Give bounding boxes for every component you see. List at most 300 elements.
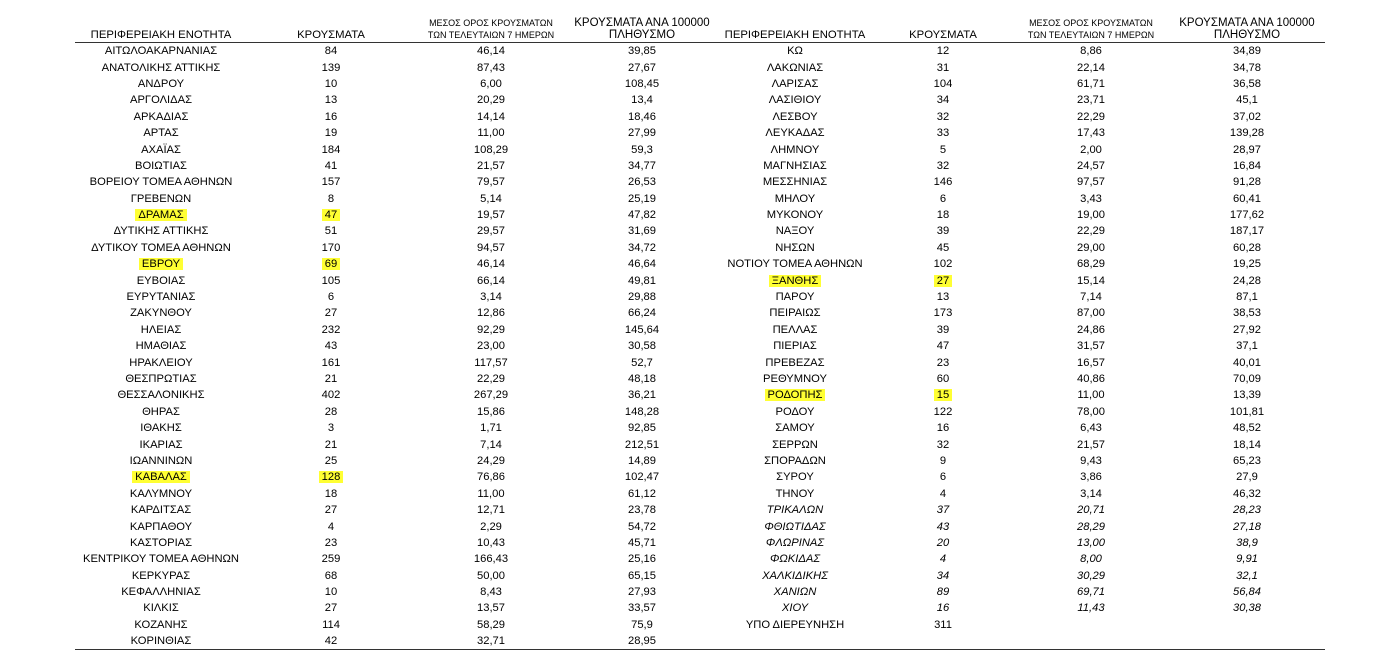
table-row bbox=[75, 354, 1325, 370]
left-cases-cell bbox=[247, 43, 415, 60]
left-avg-value: 29,57 bbox=[477, 225, 505, 238]
left-avg-cell bbox=[415, 125, 567, 141]
table-row bbox=[75, 600, 1325, 616]
right-avg-cell bbox=[1013, 469, 1169, 485]
left-avg-value: 24,29 bbox=[477, 454, 505, 467]
left-avg-cell bbox=[415, 305, 567, 321]
right-region-value: ΣΑΜΟΥ bbox=[775, 422, 815, 435]
header-rate-left: ΚΡΟΥΣΜΑΤΑ ΑΝΑ 100000 ΠΛΗΘΥΣΜΟ bbox=[567, 8, 717, 43]
left-cases-value: 3 bbox=[327, 422, 335, 435]
right-avg-value: 15,14 bbox=[1077, 274, 1105, 287]
left-cases-cell bbox=[247, 207, 415, 223]
left-avg-cell bbox=[415, 420, 567, 436]
left-avg-cell bbox=[415, 502, 567, 518]
right-rate-cell bbox=[1169, 174, 1325, 190]
right-region-cell bbox=[717, 174, 873, 190]
left-rate-cell bbox=[567, 354, 717, 370]
right-cases-value: 33 bbox=[936, 127, 950, 140]
right-region-value: ΜΗΛΟΥ bbox=[774, 192, 816, 205]
left-avg-value: 19,57 bbox=[477, 209, 505, 222]
table-body bbox=[75, 43, 1325, 650]
left-cases-value: 51 bbox=[324, 225, 338, 238]
right-region-cell bbox=[717, 502, 873, 518]
left-avg-cell bbox=[415, 617, 567, 633]
right-cases-cell bbox=[873, 109, 1013, 125]
left-rate-cell bbox=[567, 322, 717, 338]
left-region-cell bbox=[75, 76, 247, 92]
right-region-cell bbox=[717, 584, 873, 600]
left-region-cell bbox=[75, 535, 247, 551]
right-region-cell bbox=[717, 158, 873, 174]
left-rate-cell bbox=[567, 174, 717, 190]
left-cases-cell bbox=[247, 436, 415, 452]
table-row bbox=[75, 272, 1325, 288]
left-rate-value: 48,18 bbox=[628, 373, 656, 385]
right-rate-value: 46,32 bbox=[1233, 487, 1261, 500]
left-avg-cell bbox=[415, 92, 567, 108]
left-region-cell bbox=[75, 141, 247, 157]
left-rate-value: 45,71 bbox=[628, 536, 656, 549]
right-avg-cell bbox=[1013, 617, 1169, 633]
right-rate-value: 34,89 bbox=[1233, 45, 1261, 58]
left-region-cell bbox=[75, 469, 247, 485]
left-region-value: ΒΟΙΩΤΙΑΣ bbox=[135, 159, 187, 172]
left-rate-cell bbox=[567, 469, 717, 485]
left-region-cell bbox=[75, 92, 247, 108]
right-cases-cell bbox=[873, 289, 1013, 305]
table-row bbox=[75, 453, 1325, 469]
right-avg-value: 19,00 bbox=[1077, 209, 1105, 222]
left-cases-cell bbox=[247, 174, 415, 190]
left-rate-value: 13,4 bbox=[631, 94, 653, 107]
left-rate-value: 30,58 bbox=[628, 340, 656, 353]
left-cases-cell bbox=[247, 158, 415, 174]
header-cases-right: ΚΡΟΥΣΜΑΤΑ bbox=[873, 8, 1013, 43]
left-avg-cell bbox=[415, 338, 567, 354]
left-cases-cell bbox=[247, 223, 415, 239]
left-rate-value: 31,69 bbox=[628, 225, 656, 238]
left-rate-value: 148,28 bbox=[624, 405, 660, 418]
left-region-value: ΚΑΛΥΜΝΟΥ bbox=[129, 487, 193, 500]
table-row bbox=[75, 420, 1325, 436]
right-cases-value: 4 bbox=[939, 487, 947, 500]
table-row bbox=[75, 43, 1325, 60]
left-region-value: ΚΟΖΑΝΗΣ bbox=[134, 618, 188, 631]
right-rate-value: 70,09 bbox=[1233, 373, 1261, 385]
right-avg-value: 30,29 bbox=[1077, 569, 1105, 582]
right-region-cell bbox=[717, 568, 873, 584]
right-cases-cell bbox=[873, 354, 1013, 370]
right-cases-cell bbox=[873, 633, 1013, 650]
left-avg-cell bbox=[415, 256, 567, 272]
right-cases-value: 32 bbox=[936, 110, 950, 123]
right-cases-value: 27 bbox=[934, 275, 952, 287]
right-region-cell bbox=[717, 289, 873, 305]
left-rate-value: 61,12 bbox=[628, 487, 656, 500]
cases-table bbox=[75, 8, 1325, 650]
right-avg-value: 3,86 bbox=[1080, 471, 1102, 484]
left-rate-cell bbox=[567, 617, 717, 633]
right-rate-cell bbox=[1169, 469, 1325, 485]
left-region-value: ΚΑΡΠΑΘΟΥ bbox=[129, 520, 193, 533]
left-cases-cell bbox=[247, 272, 415, 288]
right-avg-cell bbox=[1013, 354, 1169, 370]
left-region-cell bbox=[75, 404, 247, 420]
right-rate-cell bbox=[1169, 43, 1325, 60]
left-avg-cell bbox=[415, 633, 567, 650]
right-rate-cell bbox=[1169, 436, 1325, 452]
table-row bbox=[75, 633, 1325, 650]
right-rate-value: 24,28 bbox=[1233, 274, 1261, 287]
right-region-value: ΠΕΛΛΑΣ bbox=[772, 323, 818, 336]
right-rate-value: 65,23 bbox=[1233, 454, 1261, 467]
right-region-cell bbox=[717, 633, 873, 650]
right-region-value: ΝΑΞΟΥ bbox=[775, 225, 815, 238]
right-region-cell bbox=[717, 43, 873, 60]
left-region-cell bbox=[75, 420, 247, 436]
right-cases-value: 60 bbox=[936, 373, 950, 385]
left-avg-value: 12,86 bbox=[477, 307, 505, 320]
left-rate-cell bbox=[567, 387, 717, 403]
right-avg-value: 78,00 bbox=[1077, 405, 1105, 418]
right-cases-cell bbox=[873, 568, 1013, 584]
right-region-value: ΠΙΕΡΙΑΣ bbox=[773, 340, 817, 353]
right-cases-cell bbox=[873, 43, 1013, 60]
right-avg-value: 11,00 bbox=[1077, 389, 1105, 402]
left-region-cell bbox=[75, 305, 247, 321]
right-rate-cell bbox=[1169, 568, 1325, 584]
right-cases-cell bbox=[873, 272, 1013, 288]
left-cases-cell bbox=[247, 633, 415, 650]
left-region-value: ΔΥΤΙΚΟΥ ΤΟΜΕΑ ΑΘΗΝΩΝ bbox=[91, 241, 231, 254]
left-avg-cell bbox=[415, 76, 567, 92]
right-cases-cell bbox=[873, 486, 1013, 502]
left-avg-value: 3,14 bbox=[480, 291, 502, 304]
left-rate-cell bbox=[567, 486, 717, 502]
right-cases-cell bbox=[873, 371, 1013, 387]
right-region-value: ΡΟΔΟΥ bbox=[775, 405, 815, 418]
left-avg-value: 15,86 bbox=[477, 405, 505, 418]
right-rate-cell bbox=[1169, 453, 1325, 469]
left-cases-value: 21 bbox=[324, 438, 338, 451]
left-cases-value: 10 bbox=[324, 77, 338, 90]
left-avg-value: 14,14 bbox=[477, 110, 505, 123]
left-rate-cell bbox=[567, 633, 717, 650]
left-avg-cell bbox=[415, 551, 567, 567]
right-region-value: ΠΡΕΒΕΖΑΣ bbox=[765, 356, 825, 369]
left-cases-cell bbox=[247, 387, 415, 403]
right-cases-value: 4 bbox=[939, 553, 947, 566]
right-cases-value: 146 bbox=[933, 176, 953, 189]
right-rate-cell bbox=[1169, 354, 1325, 370]
right-avg-cell bbox=[1013, 207, 1169, 223]
left-cases-cell bbox=[247, 486, 415, 502]
right-avg-cell bbox=[1013, 43, 1169, 60]
left-cases-cell bbox=[247, 469, 415, 485]
left-rate-value: 34,77 bbox=[628, 159, 656, 172]
right-cases-value: 34 bbox=[936, 94, 950, 107]
right-cases-cell bbox=[873, 92, 1013, 108]
table-row bbox=[75, 404, 1325, 420]
left-rate-cell bbox=[567, 436, 717, 452]
right-rate-value: 48,52 bbox=[1233, 422, 1261, 435]
left-cases-value: 69 bbox=[322, 258, 340, 270]
right-region-cell bbox=[717, 535, 873, 551]
left-region-value: ΑΡΚΑΔΙΑΣ bbox=[133, 110, 189, 123]
right-cases-cell bbox=[873, 600, 1013, 616]
right-region-cell bbox=[717, 600, 873, 616]
right-avg-cell bbox=[1013, 305, 1169, 321]
right-cases-cell bbox=[873, 584, 1013, 600]
right-avg-cell bbox=[1013, 371, 1169, 387]
right-region-cell bbox=[717, 141, 873, 157]
right-avg-value: 3,14 bbox=[1080, 487, 1102, 500]
right-avg-value: 40,86 bbox=[1077, 373, 1105, 385]
right-rate-value: 37,1 bbox=[1236, 340, 1258, 353]
left-region-value: ΚΑΡΔΙΤΣΑΣ bbox=[130, 504, 192, 517]
left-rate-cell bbox=[567, 305, 717, 321]
left-avg-cell bbox=[415, 223, 567, 239]
right-cases-cell bbox=[873, 551, 1013, 567]
left-region-cell bbox=[75, 633, 247, 650]
right-cases-cell bbox=[873, 125, 1013, 141]
right-rate-cell bbox=[1169, 322, 1325, 338]
left-region-cell bbox=[75, 59, 247, 75]
right-avg-cell bbox=[1013, 76, 1169, 92]
right-cases-cell bbox=[873, 404, 1013, 420]
right-cases-value: 122 bbox=[933, 405, 953, 418]
right-cases-cell bbox=[873, 617, 1013, 633]
right-rate-value: 27,18 bbox=[1233, 520, 1261, 533]
left-avg-cell bbox=[415, 59, 567, 75]
right-avg-value: 13,00 bbox=[1077, 536, 1105, 549]
left-cases-value: 42 bbox=[324, 635, 338, 648]
left-rate-value: 26,53 bbox=[628, 176, 656, 189]
right-region-cell bbox=[717, 453, 873, 469]
right-cases-cell bbox=[873, 76, 1013, 92]
left-cases-value: 27 bbox=[324, 307, 338, 320]
right-avg-value: 22,14 bbox=[1077, 61, 1105, 74]
left-rate-cell bbox=[567, 109, 717, 125]
right-region-cell bbox=[717, 125, 873, 141]
right-rate-value: 177,62 bbox=[1229, 209, 1265, 222]
right-avg-value: 24,57 bbox=[1077, 159, 1105, 172]
left-region-cell bbox=[75, 584, 247, 600]
left-cases-value: 21 bbox=[324, 373, 338, 385]
left-rate-cell bbox=[567, 76, 717, 92]
right-avg-value: 29,00 bbox=[1077, 241, 1105, 254]
left-region-cell bbox=[75, 125, 247, 141]
right-avg-cell bbox=[1013, 518, 1169, 534]
right-rate-cell bbox=[1169, 76, 1325, 92]
left-avg-cell bbox=[415, 141, 567, 157]
table-row bbox=[75, 436, 1325, 452]
left-cases-cell bbox=[247, 256, 415, 272]
left-region-cell bbox=[75, 354, 247, 370]
left-rate-value: 47,82 bbox=[628, 209, 656, 222]
left-region-cell bbox=[75, 272, 247, 288]
right-region-value: ΡΟΔΟΠΗΣ bbox=[765, 389, 826, 401]
left-cases-cell bbox=[247, 338, 415, 354]
right-avg-value: 22,29 bbox=[1077, 225, 1105, 238]
left-avg-value: 267,29 bbox=[473, 389, 509, 402]
left-region-value: ΑΧΑΪΑΣ bbox=[141, 143, 181, 156]
table-row bbox=[75, 387, 1325, 403]
left-rate-value: 14,89 bbox=[628, 454, 656, 467]
left-rate-value: 29,88 bbox=[628, 291, 656, 304]
left-avg-value: 66,14 bbox=[477, 274, 505, 287]
right-cases-cell bbox=[873, 502, 1013, 518]
left-rate-cell bbox=[567, 207, 717, 223]
left-rate-value: 18,46 bbox=[628, 110, 656, 123]
left-region-value: ΚΕΝΤΡΙΚΟΥ ΤΟΜΕΑ ΑΘΗΝΩΝ bbox=[82, 553, 239, 566]
right-cases-cell bbox=[873, 518, 1013, 534]
left-region-cell bbox=[75, 338, 247, 354]
right-rate-cell bbox=[1169, 535, 1325, 551]
left-rate-value: 36,21 bbox=[628, 389, 656, 402]
table-row bbox=[75, 158, 1325, 174]
left-avg-value: 87,43 bbox=[477, 61, 505, 74]
right-rate-value: 38,53 bbox=[1233, 307, 1261, 320]
left-avg-value: 58,29 bbox=[477, 618, 505, 631]
right-avg-cell bbox=[1013, 486, 1169, 502]
right-region-value: ΣΕΡΡΩΝ bbox=[772, 438, 818, 451]
table-row bbox=[75, 289, 1325, 305]
left-region-value: ΚΙΛΚΙΣ bbox=[143, 602, 179, 615]
right-rate-value: 28,23 bbox=[1233, 504, 1261, 517]
left-avg-cell bbox=[415, 404, 567, 420]
left-cases-value: 47 bbox=[322, 209, 340, 221]
right-region-cell bbox=[717, 76, 873, 92]
right-cases-cell bbox=[873, 453, 1013, 469]
left-cases-cell bbox=[247, 420, 415, 436]
left-rate-cell bbox=[567, 43, 717, 60]
right-rate-value: 9,91 bbox=[1236, 553, 1258, 566]
left-region-cell bbox=[75, 387, 247, 403]
right-cases-value: 20 bbox=[936, 536, 950, 549]
left-rate-value: 75,9 bbox=[631, 618, 653, 631]
left-rate-value: 25,16 bbox=[628, 553, 656, 566]
right-region-value: ΣΠΟΡΑΔΩΝ bbox=[764, 454, 826, 467]
left-rate-value: 108,45 bbox=[624, 77, 660, 90]
left-avg-value: 6,00 bbox=[480, 77, 502, 90]
right-cases-cell bbox=[873, 322, 1013, 338]
right-rate-cell bbox=[1169, 371, 1325, 387]
right-cases-value: 39 bbox=[936, 323, 950, 336]
right-cases-value: 173 bbox=[933, 307, 953, 320]
table-row bbox=[75, 240, 1325, 256]
left-rate-value: 46,64 bbox=[628, 258, 656, 271]
right-avg-value: 11,43 bbox=[1077, 602, 1105, 615]
left-cases-cell bbox=[247, 551, 415, 567]
left-cases-value: 4 bbox=[327, 520, 335, 533]
left-rate-value: 27,93 bbox=[628, 586, 656, 599]
left-avg-value: 32,71 bbox=[477, 635, 505, 648]
table-row bbox=[75, 322, 1325, 338]
right-cases-value: 23 bbox=[936, 356, 950, 369]
header-row bbox=[75, 8, 1325, 43]
right-cases-value: 39 bbox=[936, 225, 950, 238]
left-cases-cell bbox=[247, 240, 415, 256]
right-rate-cell bbox=[1169, 600, 1325, 616]
right-cases-value: 34 bbox=[936, 569, 950, 582]
right-avg-cell bbox=[1013, 502, 1169, 518]
right-region-value: ΝΟΤΙΟΥ ΤΟΜΕΑ ΑΘΗΝΩΝ bbox=[727, 258, 863, 271]
right-avg-cell bbox=[1013, 568, 1169, 584]
left-region-cell bbox=[75, 502, 247, 518]
right-avg-cell bbox=[1013, 633, 1169, 650]
right-cases-cell bbox=[873, 256, 1013, 272]
right-rate-value: 36,58 bbox=[1233, 77, 1261, 90]
left-cases-value: 114 bbox=[322, 618, 340, 631]
right-region-cell bbox=[717, 371, 873, 387]
right-avg-value: 3,43 bbox=[1080, 192, 1102, 205]
right-region-value: ΠΑΡΟΥ bbox=[775, 291, 815, 304]
left-cases-cell bbox=[247, 371, 415, 387]
left-avg-value: 5,14 bbox=[480, 192, 502, 205]
right-rate-cell bbox=[1169, 141, 1325, 157]
left-rate-value: 28,95 bbox=[628, 635, 656, 648]
right-rate-value: 28,97 bbox=[1233, 143, 1261, 156]
right-cases-value: 311 bbox=[934, 618, 952, 631]
left-avg-cell bbox=[415, 371, 567, 387]
right-cases-cell bbox=[873, 305, 1013, 321]
left-cases-cell bbox=[247, 125, 415, 141]
right-avg-value: 31,57 bbox=[1077, 340, 1105, 353]
right-region-value: ΜΑΓΝΗΣΙΑΣ bbox=[763, 159, 827, 172]
right-avg-value: 28,29 bbox=[1077, 520, 1105, 533]
left-cases-value: 6 bbox=[327, 291, 335, 304]
left-rate-cell bbox=[567, 223, 717, 239]
right-avg-value: 8,00 bbox=[1080, 553, 1102, 566]
right-region-value: ΛΕΥΚΑΔΑΣ bbox=[765, 127, 825, 140]
right-avg-cell bbox=[1013, 420, 1169, 436]
left-region-value: ΚΕΡΚΥΡΑΣ bbox=[131, 569, 191, 582]
left-avg-cell bbox=[415, 469, 567, 485]
left-cases-cell bbox=[247, 191, 415, 207]
left-avg-cell bbox=[415, 207, 567, 223]
table-row bbox=[75, 518, 1325, 534]
right-region-value: ΜΥΚΟΝΟΥ bbox=[766, 209, 824, 222]
table-row bbox=[75, 584, 1325, 600]
left-region-value: ΘΗΡΑΣ bbox=[142, 405, 180, 418]
left-avg-cell bbox=[415, 436, 567, 452]
left-region-cell bbox=[75, 43, 247, 60]
right-avg-value: 68,29 bbox=[1077, 258, 1105, 271]
left-avg-value: 46,14 bbox=[477, 45, 505, 58]
right-avg-cell bbox=[1013, 272, 1169, 288]
left-region-value: ΑΡΤΑΣ bbox=[143, 127, 179, 140]
left-cases-value: 23 bbox=[324, 536, 338, 549]
right-avg-cell bbox=[1013, 125, 1169, 141]
table-row bbox=[75, 92, 1325, 108]
left-rate-value: 49,81 bbox=[628, 274, 656, 287]
right-cases-value: 16 bbox=[936, 602, 950, 615]
right-avg-value: 23,71 bbox=[1077, 94, 1105, 107]
right-avg-cell bbox=[1013, 174, 1169, 190]
right-cases-cell bbox=[873, 420, 1013, 436]
left-avg-value: 11,00 bbox=[477, 127, 505, 140]
right-region-cell bbox=[717, 404, 873, 420]
left-cases-value: 27 bbox=[324, 504, 338, 517]
right-rate-cell bbox=[1169, 584, 1325, 600]
left-cases-cell bbox=[247, 404, 415, 420]
right-rate-value: 30,38 bbox=[1233, 602, 1261, 615]
left-region-cell bbox=[75, 207, 247, 223]
left-rate-cell bbox=[567, 338, 717, 354]
left-rate-value: 23,78 bbox=[628, 504, 656, 517]
left-rate-cell bbox=[567, 141, 717, 157]
